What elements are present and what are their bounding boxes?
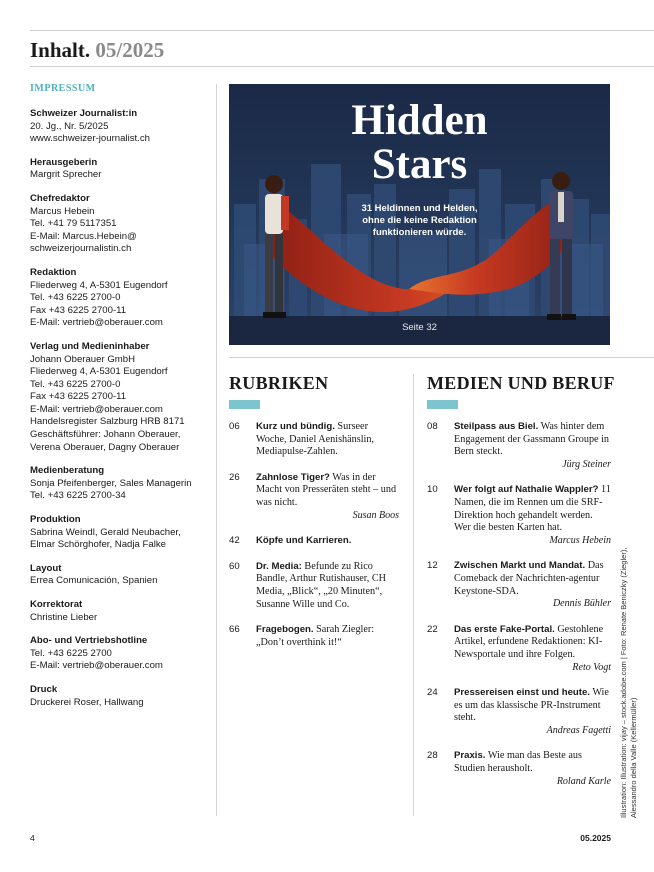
impressum-block	[30, 267, 215, 330]
toc-page-number: 60	[229, 560, 240, 572]
impressum-line[interactable]: www.schweizer-journalist.ch	[30, 133, 150, 145]
top-rule	[30, 30, 654, 31]
issue-label: 05/2025	[95, 38, 165, 62]
impressum-block	[30, 193, 215, 256]
toc-entry[interactable]	[229, 421, 399, 459]
impressum-line: Johann Oberauer GmbH	[30, 353, 136, 365]
toc-entry[interactable]	[427, 624, 611, 674]
cover-subtitle	[229, 203, 610, 239]
impressum	[30, 83, 215, 720]
impressum-line: Fliederweg 4, A-5301 Eugendorf	[30, 366, 168, 378]
impressum-line: Tel. +43 6225 2700-0	[30, 378, 121, 390]
impressum-line: Tel. +43 6225 2700-0	[30, 292, 121, 304]
impressum-line: Tel. +43 6225 2700	[30, 647, 112, 659]
image-credit	[619, 518, 638, 818]
impressum-block-title: Medienberatung	[30, 465, 105, 477]
toc-entry-description: Wie es um das klassische PR-Instrument steht.	[454, 687, 609, 724]
toc-entry-author: Reto Vogt	[572, 661, 611, 673]
toc-entry-description: Gestohlene Artikel, erfundene Redaktionen: KI-Newsportale und ihre Folgen.	[454, 623, 604, 660]
cover-subtitle-line: ohne die keine Redaktion	[362, 215, 477, 226]
impressum-block-title: Produktion	[30, 514, 81, 526]
impressum-line: Margrit Sprecher	[30, 169, 102, 181]
impressum-line: Sabrina Weindl, Gerald Neubacher,	[30, 526, 181, 538]
column-divider	[216, 84, 217, 816]
impressum-line: Druckerei Roser, Hallwang	[30, 696, 144, 708]
impressum-line: Geschäftsführer: Johann Oberauer,	[30, 429, 181, 441]
page-title	[30, 38, 164, 63]
header-rule	[30, 66, 654, 67]
medien-list	[427, 421, 611, 801]
credit-line: Illustration: Illustration: vijay – stock.adobe.com | Foto: Renate Beniczky (Ziegler),	[619, 547, 628, 818]
toc-column-divider	[413, 374, 414, 816]
toc-entry[interactable]	[427, 421, 611, 471]
impressum-block	[30, 341, 215, 454]
toc-entry[interactable]	[427, 484, 611, 547]
impressum-block-title: Abo- und Vertriebshotline	[30, 635, 148, 647]
impressum-blocks	[30, 108, 215, 709]
page-number: 4	[30, 833, 35, 843]
toc-entry-body	[454, 687, 611, 737]
impressum-block-title: Druck	[30, 683, 58, 695]
cover-subtitle-line: 31 Heldinnen und Helden,	[361, 203, 478, 214]
toc-entry-description: 11 Namen, die im Rennen um die SRF-Direktion hoch gehandelt werden. Wer die besten Karten hat.	[454, 484, 611, 534]
toc-entry-author: Jürg Steiner	[562, 458, 611, 470]
impressum-line: Christine Lieber	[30, 611, 98, 623]
toc-page-number: 42	[229, 535, 240, 547]
toc-entry-description: Sarah Ziegler: „Don’t overthink it!“	[256, 624, 375, 648]
impressum-line: schweizerjournalistin.ch	[30, 243, 132, 255]
toc-entry-description: Befunde zu Rico Bandle, Arthur Rutishauser, CH Media, „Blick“, „20 Minuten“, Susanne Wille und Co.	[256, 560, 387, 610]
cover-title-line1: Hidden	[351, 97, 488, 144]
section-rule	[229, 357, 654, 358]
toc-entry[interactable]	[229, 535, 399, 548]
toc-entry[interactable]	[229, 561, 399, 611]
impressum-line: Handelsregister Salzburg HRB 8171	[30, 416, 185, 428]
toc-entry-body	[256, 624, 399, 649]
toc-entry-title: Zwischen Markt und Mandat.	[454, 560, 586, 572]
impressum-block-title: Chefredaktor	[30, 192, 90, 204]
toc-entry[interactable]	[427, 560, 611, 610]
impressum-line[interactable]: E-Mail: vertrieb@oberauer.com	[30, 660, 163, 672]
toc-entry-title: Pressereisen einst und heute.	[454, 687, 590, 699]
impressum-block	[30, 684, 215, 709]
toc-entry-body	[454, 484, 611, 547]
toc-entry-description: Wie man das Beste aus Studien herausholt.	[454, 750, 582, 775]
impressum-line: 20. Jg., Nr. 5/2025	[30, 120, 109, 132]
toc-entry-author: Roland Karle	[556, 775, 611, 787]
cover-page-reference[interactable]: Seite 32	[402, 322, 437, 333]
toc-entry-title: Dr. Media:	[256, 560, 302, 572]
toc-entry[interactable]	[427, 687, 611, 737]
impressum-block	[30, 563, 215, 588]
toc-entry-title: Kurz und bündig.	[256, 421, 335, 432]
toc-entry-author: Susan Boos	[352, 509, 399, 521]
medien-heading: MEDIEN UND BERUF	[427, 373, 615, 393]
impressum-line[interactable]: E-Mail: Marcus.Hebein@	[30, 230, 137, 242]
toc-entry-body	[256, 561, 399, 611]
impressum-line: Tel. +43 6225 2700-34	[30, 490, 126, 502]
impressum-block-title: Korrektorat	[30, 599, 83, 610]
toc-page-number: 06	[229, 421, 240, 432]
toc-entry-title: Fragebogen.	[256, 624, 314, 636]
toc-entry-body	[256, 535, 399, 548]
toc-entry-body	[454, 560, 611, 610]
credit-line: Alessandro della Valle (Kellermüller)	[628, 697, 638, 818]
impressum-block-title: Schweizer Journalist:in	[30, 108, 138, 119]
cover-title-line2: Stars	[371, 141, 468, 188]
toc-page-number: 26	[229, 471, 240, 483]
toc-entry-body	[454, 624, 611, 674]
toc-entry-title: Köpfe und Karrieren.	[256, 535, 352, 547]
toc-page-number: 24	[427, 687, 438, 699]
toc-entry[interactable]	[229, 624, 399, 649]
toc-entry-description: Was in der Macht von Presseräten steht – und was nicht.	[256, 471, 397, 508]
impressum-block-title: Redaktion	[30, 266, 77, 278]
toc-entry-title: Praxis.	[454, 750, 486, 762]
impressum-block	[30, 108, 215, 146]
impressum-line: Errea Comunicación, Spanien	[30, 575, 158, 587]
toc-entry-author: Dennis Bühler	[552, 598, 611, 610]
toc-entry-description: Surseer Woche, Daniel Aenishänslin, Mediapulse-Zahlen.	[256, 421, 375, 458]
cover-subtitle-line: funktionieren würde.	[372, 227, 467, 238]
toc-entry-title: Zahnlose Tiger?	[256, 471, 330, 483]
toc-page-number: 10	[427, 484, 438, 496]
toc-entry-author: Marcus Hebein	[549, 534, 611, 546]
toc-entry-author: Andreas Fagetti	[546, 724, 611, 736]
toc-entry-title: Steilpass aus Biel.	[454, 421, 539, 432]
impressum-block-title: Verlag und Medieninhaber	[30, 340, 150, 352]
toc-page-number: 66	[229, 624, 240, 636]
footer-issue: 05.2025	[580, 833, 611, 843]
toc-page-number: 08	[427, 421, 438, 432]
impressum-block-title: Herausgeberin	[30, 156, 98, 168]
toc-entry-body	[454, 750, 611, 788]
impressum-line[interactable]: E-Mail: vertrieb@oberauer.com	[30, 403, 163, 415]
impressum-heading: IMPRESSUM	[30, 83, 96, 94]
toc-entry-description: Was hinter dem Engagement der Gassmann Groupe in Bern steckt.	[454, 421, 610, 458]
title-text: Inhalt.	[30, 38, 91, 62]
toc-entry-body	[256, 421, 399, 459]
impressum-line: Marcus Hebein	[30, 205, 95, 217]
toc-entry[interactable]	[427, 750, 611, 788]
impressum-block	[30, 465, 215, 503]
impressum-block	[30, 635, 215, 673]
toc-page-number: 28	[427, 750, 438, 762]
rubriken-heading: RUBRIKEN	[229, 373, 329, 393]
impressum-line: Verena Oberauer, Dagny Oberauer	[30, 441, 180, 453]
toc-page-number: 12	[427, 560, 438, 572]
impressum-block	[30, 157, 215, 182]
medien-accent-bar	[427, 400, 458, 409]
impressum-line: Fax +43 6225 2700-11	[30, 304, 127, 316]
toc-entry-title: Wer folgt auf Nathalie Wappler?	[454, 484, 599, 496]
cover-illustration[interactable]	[229, 84, 610, 345]
toc-entry-body	[256, 472, 399, 522]
rubriken-accent-bar	[229, 400, 260, 409]
rubriken-list	[229, 421, 399, 662]
toc-entry-body	[454, 421, 611, 471]
toc-entry-description: Das Comeback der Nachrichten-agentur Keystone-SDA.	[454, 560, 604, 597]
toc-page-number: 22	[427, 623, 438, 635]
impressum-line: Fliederweg 4, A-5301 Eugendorf	[30, 279, 168, 291]
impressum-line: Tel. +41 79 5117351	[30, 218, 117, 230]
impressum-line: Fax +43 6225 2700-11	[30, 391, 127, 403]
impressum-line: Elmar Schörghofer, Nadja Falke	[30, 539, 166, 551]
impressum-block	[30, 514, 215, 552]
impressum-line: Sonja Pfeifenberger, Sales Managerin	[30, 477, 192, 489]
impressum-block-title: Layout	[30, 562, 62, 574]
toc-entry[interactable]	[229, 472, 399, 522]
impressum-block	[30, 599, 215, 624]
toc-entry-title: Das erste Fake-Portal.	[454, 623, 555, 635]
impressum-line[interactable]: E-Mail: vertrieb@oberauer.com	[30, 317, 163, 329]
